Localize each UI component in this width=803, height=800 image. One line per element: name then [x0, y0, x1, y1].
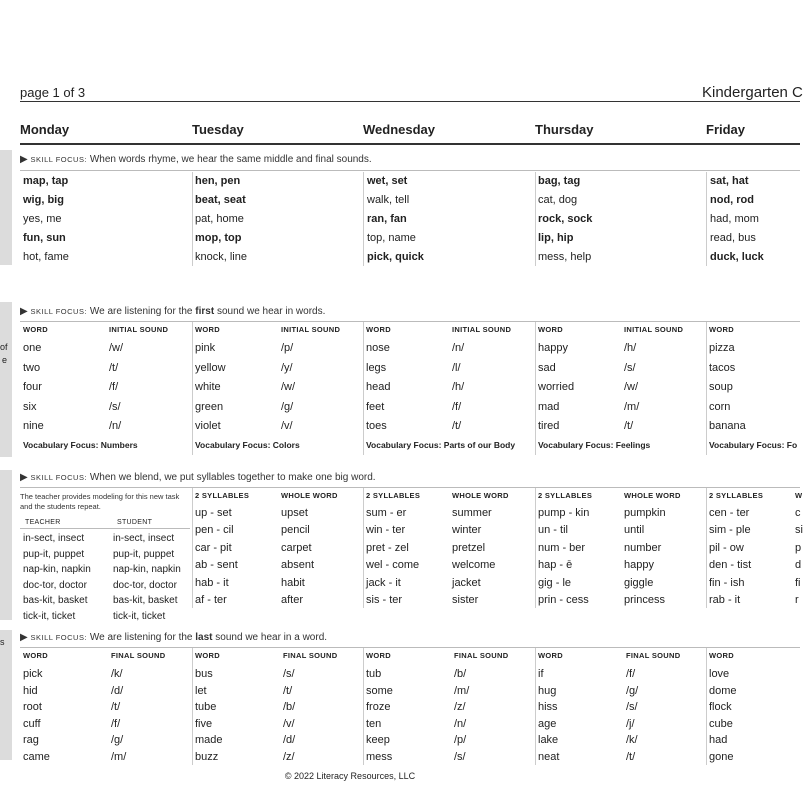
- rhyme-pair: mop, top: [195, 232, 242, 244]
- rhyme-pair: had, mom: [710, 213, 759, 225]
- syllable-cell: cen - ter: [709, 507, 750, 519]
- whole-word-cell: after: [281, 594, 304, 606]
- word-cell: toes: [366, 420, 387, 432]
- column-header-whole-word: WHOLE WORD: [452, 491, 509, 500]
- sound-cell: /l/: [452, 361, 461, 374]
- sound-cell: /z/: [454, 701, 466, 713]
- skill-label: SKILL FOCUS:: [30, 155, 88, 164]
- column-header-word: WORD: [23, 651, 48, 660]
- rhyme-pair: cat, dog: [538, 194, 578, 206]
- syllable-cell: win - ter: [366, 524, 406, 537]
- section-bar-rhyme: [0, 150, 12, 265]
- whole-word-cell: c: [795, 507, 801, 519]
- whole-word-cell: jacket: [452, 576, 481, 589]
- sound-cell: /s/: [283, 668, 295, 680]
- word-cell: tired: [538, 420, 560, 432]
- skill-text: We are listening for the: [89, 632, 193, 643]
- word-cell: lake: [538, 734, 559, 746]
- skill-text: When words rhyme, we hear the same middle and final sounds.: [89, 154, 372, 165]
- word-cell: some: [366, 684, 393, 697]
- skill-emphasis: first: [195, 306, 215, 317]
- rhyme-pair: pick, quick: [367, 251, 424, 263]
- sound-cell: /h/: [624, 342, 637, 354]
- column-header-initial-sound: INITIAL SOUND: [109, 325, 169, 334]
- column-header-syllables: 2 SYLLABLES: [709, 491, 764, 500]
- word-cell: hug: [538, 684, 557, 697]
- rhyme-pair: beat, seat: [195, 194, 246, 206]
- whole-word-cell: habit: [281, 576, 305, 589]
- edge-text: e: [2, 355, 8, 365]
- word-cell: neat: [538, 750, 560, 763]
- sound-cell: /s/: [624, 361, 636, 374]
- whole-word-cell: carpet: [281, 541, 312, 554]
- vocabulary-focus: Vocabulary Focus: Colors: [195, 440, 300, 450]
- sound-cell: /m/: [454, 684, 470, 697]
- sound-cell: /n/: [452, 342, 465, 354]
- sound-cell: /n/: [109, 420, 122, 432]
- rhyme-pair: top, name: [367, 232, 416, 244]
- whole-word-cell: winter: [452, 524, 482, 537]
- rhyme-pair: nod, rod: [710, 194, 754, 206]
- word-cell: violet: [195, 420, 221, 432]
- column-header-final-sound: FINAL SOUND: [626, 651, 681, 660]
- sound-cell: /t/: [109, 361, 119, 374]
- sound-cell: /f/: [111, 717, 121, 730]
- word-cell: four: [23, 381, 42, 393]
- sound-cell: /g/: [111, 734, 124, 746]
- skill-text: When we blend, we put syllables together to make one big word.: [89, 472, 376, 483]
- rhyme-pair: walk, tell: [367, 194, 410, 206]
- teacher-cell: in-sect, insect: [23, 533, 85, 544]
- word-cell: made: [195, 734, 223, 746]
- sound-cell: /b/: [283, 701, 296, 713]
- whole-word-cell: d: [795, 559, 802, 572]
- column-header-syllables: 2 SYLLABLES: [538, 491, 593, 500]
- vocabulary-focus: Vocabulary Focus: Parts of our Body: [366, 440, 516, 450]
- word-cell: two: [23, 361, 41, 374]
- word-cell: white: [195, 381, 221, 393]
- col-divider: [363, 172, 364, 266]
- student-cell: doc-tor, doctor: [113, 579, 177, 591]
- col-divider: [192, 488, 193, 608]
- word-cell: mad: [538, 400, 560, 413]
- word-cell: gone: [709, 750, 734, 763]
- teacher-cell: bas-kit, basket: [23, 595, 88, 607]
- col-divider: [535, 648, 536, 765]
- word-cell: worried: [538, 381, 575, 393]
- word-cell: nine: [23, 420, 44, 432]
- word-cell: green: [195, 400, 224, 413]
- syllable-cell: af - ter: [195, 594, 227, 606]
- sound-cell: /t/: [111, 701, 121, 713]
- whole-word-cell: p: [795, 541, 802, 554]
- word-cell: six: [23, 400, 37, 413]
- rhyme-pair: read, bus: [710, 232, 756, 244]
- vocabulary-focus: Vocabulary Focus: Fo: [709, 440, 798, 450]
- word-cell: one: [23, 342, 42, 354]
- word-cell: keep: [366, 734, 390, 746]
- day-friday: Friday: [706, 122, 746, 137]
- column-header-initial-sound: INITIAL SOUND: [452, 325, 512, 334]
- syllable-cell: wel - come: [366, 559, 420, 572]
- sound-cell: /y/: [281, 361, 293, 374]
- word-cell: nose: [366, 342, 390, 354]
- word-cell: ten: [366, 717, 382, 730]
- sound-cell: /d/: [283, 734, 296, 746]
- rhyme-pair: hen, pen: [195, 175, 241, 187]
- whole-word-cell: pencil: [281, 524, 310, 537]
- sound-cell: /t/: [624, 420, 634, 432]
- word-cell: flock: [709, 701, 732, 713]
- word-cell: rag: [23, 734, 39, 746]
- sound-cell: /w/: [624, 381, 639, 393]
- day-monday: Monday: [20, 122, 70, 137]
- student-cell: bas-kit, basket: [113, 595, 178, 607]
- rhyme-pair: hot, fame: [23, 251, 69, 263]
- word-cell: banana: [709, 420, 746, 432]
- sound-cell: /p/: [281, 342, 294, 354]
- word-cell: let: [195, 684, 207, 697]
- sound-cell: /k/: [626, 734, 638, 746]
- column-header-syllables: 2 SYLLABLES: [366, 491, 421, 500]
- play-icon: ▶: [20, 306, 28, 317]
- teacher-student-rule: [20, 528, 190, 529]
- word-cell: yellow: [195, 361, 226, 374]
- student-cell: nap-kin, napkin: [113, 564, 181, 576]
- sound-cell: /w/: [281, 381, 296, 393]
- rhyme-pair: map, tap: [23, 175, 69, 187]
- column-header-word: WORD: [366, 651, 391, 660]
- col-divider: [192, 322, 193, 455]
- rhyme-pair: bag, tag: [538, 175, 581, 187]
- whole-word-cell: sister: [452, 594, 479, 606]
- teacher-cell: nap-kin, napkin: [23, 564, 91, 576]
- word-cell: cuff: [23, 717, 41, 730]
- student-cell: pup-it, puppet: [113, 548, 175, 560]
- sound-cell: /g/: [626, 684, 639, 697]
- whole-word-cell: giggle: [624, 576, 654, 589]
- whole-word-cell: upset: [281, 507, 308, 519]
- skill-label: SKILL FOCUS:: [30, 633, 88, 642]
- sound-cell: /w/: [109, 342, 124, 354]
- word-cell: root: [23, 701, 42, 713]
- column-header-word: WORD: [195, 325, 220, 334]
- whole-word-cell: princess: [624, 594, 665, 606]
- column-header-syllables: 2 SYLLABLES: [195, 491, 250, 500]
- syllable-cell: pret - zel: [366, 541, 409, 554]
- rhyme-pair: wet, set: [367, 175, 408, 187]
- column-header-initial-sound: INITIAL SOUND: [281, 325, 341, 334]
- column-header-word: WORD: [538, 325, 563, 334]
- word-cell: pick: [23, 668, 43, 680]
- vocabulary-focus: Vocabulary Focus: Numbers: [23, 440, 138, 450]
- teacher-cell: pup-it, puppet: [23, 548, 85, 560]
- word-cell: love: [709, 668, 730, 680]
- day-tuesday: Tuesday: [192, 122, 244, 137]
- skill-label: SKILL FOCUS:: [30, 307, 88, 316]
- student-cell: tick-it, ticket: [113, 611, 166, 622]
- column-header-whole-word: W: [795, 491, 803, 500]
- syllable-cell: prin - cess: [538, 594, 589, 606]
- skill-focus-final: [20, 632, 327, 643]
- syllable-cell: sim - ple: [709, 524, 751, 537]
- play-icon: ▶: [20, 632, 28, 643]
- col-divider: [706, 648, 707, 765]
- days-rule: [20, 143, 800, 145]
- skill-emphasis: last: [195, 632, 213, 643]
- syllable-cell: fin - ish: [709, 576, 745, 589]
- syllable-cell: rab - it: [709, 594, 741, 606]
- student-cell: in-sect, insect: [113, 533, 175, 544]
- rhyme-pair: mess, help: [538, 251, 592, 263]
- col-divider: [535, 488, 536, 608]
- teacher-header: TEACHER: [25, 519, 61, 526]
- syllable-cell: sum - er: [366, 507, 407, 519]
- sound-cell: /s/: [626, 701, 638, 713]
- col-divider: [535, 172, 536, 266]
- rhyme-pair: lip, hip: [538, 232, 574, 244]
- column-header-word: WORD: [23, 325, 48, 334]
- column-header-word: WORD: [195, 651, 220, 660]
- sound-cell: /m/: [624, 400, 640, 413]
- syllable-cell: pil - ow: [709, 541, 744, 554]
- vocabulary-focus: Vocabulary Focus: Feelings: [538, 440, 651, 450]
- sound-cell: /d/: [111, 684, 124, 697]
- whole-word-cell: welcome: [452, 559, 496, 572]
- play-icon: ▶: [20, 154, 28, 165]
- play-icon: ▶: [20, 472, 28, 483]
- rhyme-pair: rock, sock: [538, 213, 593, 225]
- sound-cell: /f/: [626, 668, 636, 680]
- column-header-whole-word: WHOLE WORD: [624, 491, 681, 500]
- sound-cell: /b/: [454, 668, 467, 680]
- syllable-cell: den - tist: [709, 559, 752, 572]
- copyright-footer: © 2022 Literacy Resources, LLC: [284, 771, 416, 781]
- edge-text: s: [0, 637, 5, 647]
- word-cell: happy: [538, 342, 568, 354]
- syllable-cell: hab - it: [195, 576, 229, 589]
- word-cell: pizza: [709, 342, 735, 354]
- word-cell: if: [538, 668, 544, 680]
- sound-cell: /t/: [452, 420, 462, 432]
- sound-cell: /t/: [626, 750, 636, 763]
- whole-word-cell: pumpkin: [624, 507, 666, 519]
- col-divider: [192, 648, 193, 765]
- syllable-cell: un - til: [538, 524, 568, 537]
- syllable-cell: up - set: [195, 507, 232, 519]
- skill-focus-initial: [20, 306, 325, 317]
- whole-word-cell: until: [624, 524, 645, 537]
- section-bar-final: [0, 630, 12, 760]
- whole-word-cell: happy: [624, 559, 654, 572]
- col-divider: [706, 172, 707, 266]
- rhyme-pair: pat, home: [195, 213, 244, 225]
- word-cell: tube: [195, 701, 217, 713]
- sound-cell: /v/: [283, 717, 295, 730]
- page-indicator: page 1 of 3: [20, 85, 86, 100]
- col-divider: [363, 648, 364, 765]
- rhyme-pair: duck, luck: [710, 251, 764, 263]
- syllable-cell: gig - le: [538, 576, 572, 589]
- sound-cell: /n/: [454, 717, 467, 730]
- sound-cell: /k/: [111, 668, 123, 680]
- column-header-final-sound: FINAL SOUND: [283, 651, 338, 660]
- skill-label: SKILL FOCUS:: [30, 473, 88, 482]
- col-divider: [363, 488, 364, 608]
- column-header-word: WORD: [538, 651, 563, 660]
- sound-cell: /g/: [281, 400, 294, 413]
- word-cell: age: [538, 717, 557, 730]
- syllable-cell: pump - kin: [538, 507, 590, 519]
- skill-text: We are listening for the: [89, 306, 193, 317]
- column-header-whole-word: WHOLE WORD: [281, 491, 338, 500]
- syllable-cell: hap - ē: [538, 559, 573, 572]
- sound-cell: /t/: [283, 684, 293, 697]
- syllable-cell: sis - ter: [366, 594, 403, 606]
- student-header: STUDENT: [117, 519, 153, 526]
- word-cell: corn: [709, 400, 731, 413]
- sound-cell: /v/: [281, 420, 293, 432]
- rhyme-pair: ran, fan: [367, 213, 407, 225]
- column-header-initial-sound: INITIAL SOUND: [624, 325, 684, 334]
- edge-text: of: [0, 342, 8, 352]
- teacher-cell: tick-it, ticket: [23, 611, 76, 622]
- word-cell: pink: [195, 342, 216, 354]
- word-cell: soup: [709, 381, 733, 393]
- word-cell: tub: [366, 668, 382, 680]
- column-header-word: WORD: [709, 651, 734, 660]
- column-header-word: WORD: [366, 325, 391, 334]
- sound-cell: /s/: [109, 400, 121, 413]
- syllable-cell: jack - it: [366, 576, 401, 589]
- teacher-note: The teacher provides modeling for this new task and the students repeat.: [20, 492, 180, 511]
- skill-focus-blend: [20, 472, 376, 483]
- word-cell: tacos: [709, 361, 736, 374]
- whole-word-cell: absent: [281, 559, 315, 572]
- word-cell: hiss: [538, 701, 558, 713]
- word-cell: cube: [709, 717, 733, 730]
- section-bar-blend: [0, 470, 12, 620]
- initial-grid: [20, 321, 800, 456]
- sound-cell: /f/: [109, 381, 119, 393]
- syllable-cell: num - ber: [538, 541, 586, 554]
- rhyme-pair: knock, line: [195, 251, 247, 263]
- column-header-final-sound: FINAL SOUND: [454, 651, 509, 660]
- skill-text: sound we hear in a word.: [215, 632, 328, 643]
- day-thursday: Thursday: [535, 122, 594, 137]
- sound-cell: /h/: [452, 381, 465, 393]
- col-divider: [192, 172, 193, 266]
- word-cell: bus: [195, 668, 213, 680]
- skill-text: sound we hear in words.: [216, 306, 326, 317]
- whole-word-cell: si: [795, 524, 803, 537]
- word-cell: head: [366, 381, 391, 393]
- skill-focus-rhyme: [20, 154, 372, 165]
- col-divider: [706, 322, 707, 455]
- syllable-cell: car - pit: [195, 541, 232, 554]
- sound-cell: /z/: [283, 750, 295, 763]
- word-cell: had: [709, 734, 728, 746]
- whole-word-cell: summer: [452, 507, 492, 519]
- sound-cell: /f/: [452, 400, 462, 413]
- whole-word-cell: number: [624, 541, 662, 554]
- sound-cell: /p/: [454, 734, 467, 746]
- rhyme-pair: sat, hat: [710, 175, 749, 187]
- col-divider: [535, 322, 536, 455]
- whole-word-cell: r: [795, 594, 799, 606]
- sound-cell: /m/: [111, 750, 127, 763]
- whole-word-cell: fi: [795, 576, 801, 589]
- day-wednesday: Wednesday: [363, 122, 436, 137]
- word-cell: five: [195, 717, 213, 730]
- page-title: Kindergarten C: [702, 84, 803, 101]
- final-grid: [20, 647, 800, 766]
- word-cell: hid: [23, 684, 38, 697]
- word-cell: feet: [366, 400, 385, 413]
- section-bar-initial: [0, 302, 12, 457]
- teacher-cell: doc-tor, doctor: [23, 579, 87, 591]
- word-cell: buzz: [195, 750, 219, 763]
- word-cell: sad: [538, 361, 556, 374]
- word-cell: dome: [709, 684, 737, 697]
- column-header-final-sound: FINAL SOUND: [111, 651, 166, 660]
- rhyme-pair: yes, me: [23, 213, 62, 225]
- header-rule: [20, 101, 800, 102]
- rhyme-pair: fun, sun: [23, 232, 66, 244]
- col-divider: [363, 322, 364, 455]
- column-header-word: WORD: [709, 325, 734, 334]
- whole-word-cell: pretzel: [452, 541, 486, 554]
- sound-cell: /j/: [626, 717, 635, 730]
- sound-cell: /s/: [454, 750, 466, 763]
- rhyme-pair: wig, big: [23, 194, 64, 206]
- syllable-cell: pen - cil: [195, 524, 234, 537]
- syllable-cell: ab - sent: [195, 559, 238, 572]
- word-cell: legs: [366, 361, 387, 374]
- word-cell: mess: [366, 750, 393, 763]
- col-divider: [706, 488, 707, 608]
- word-cell: froze: [366, 701, 391, 713]
- word-cell: came: [23, 750, 50, 763]
